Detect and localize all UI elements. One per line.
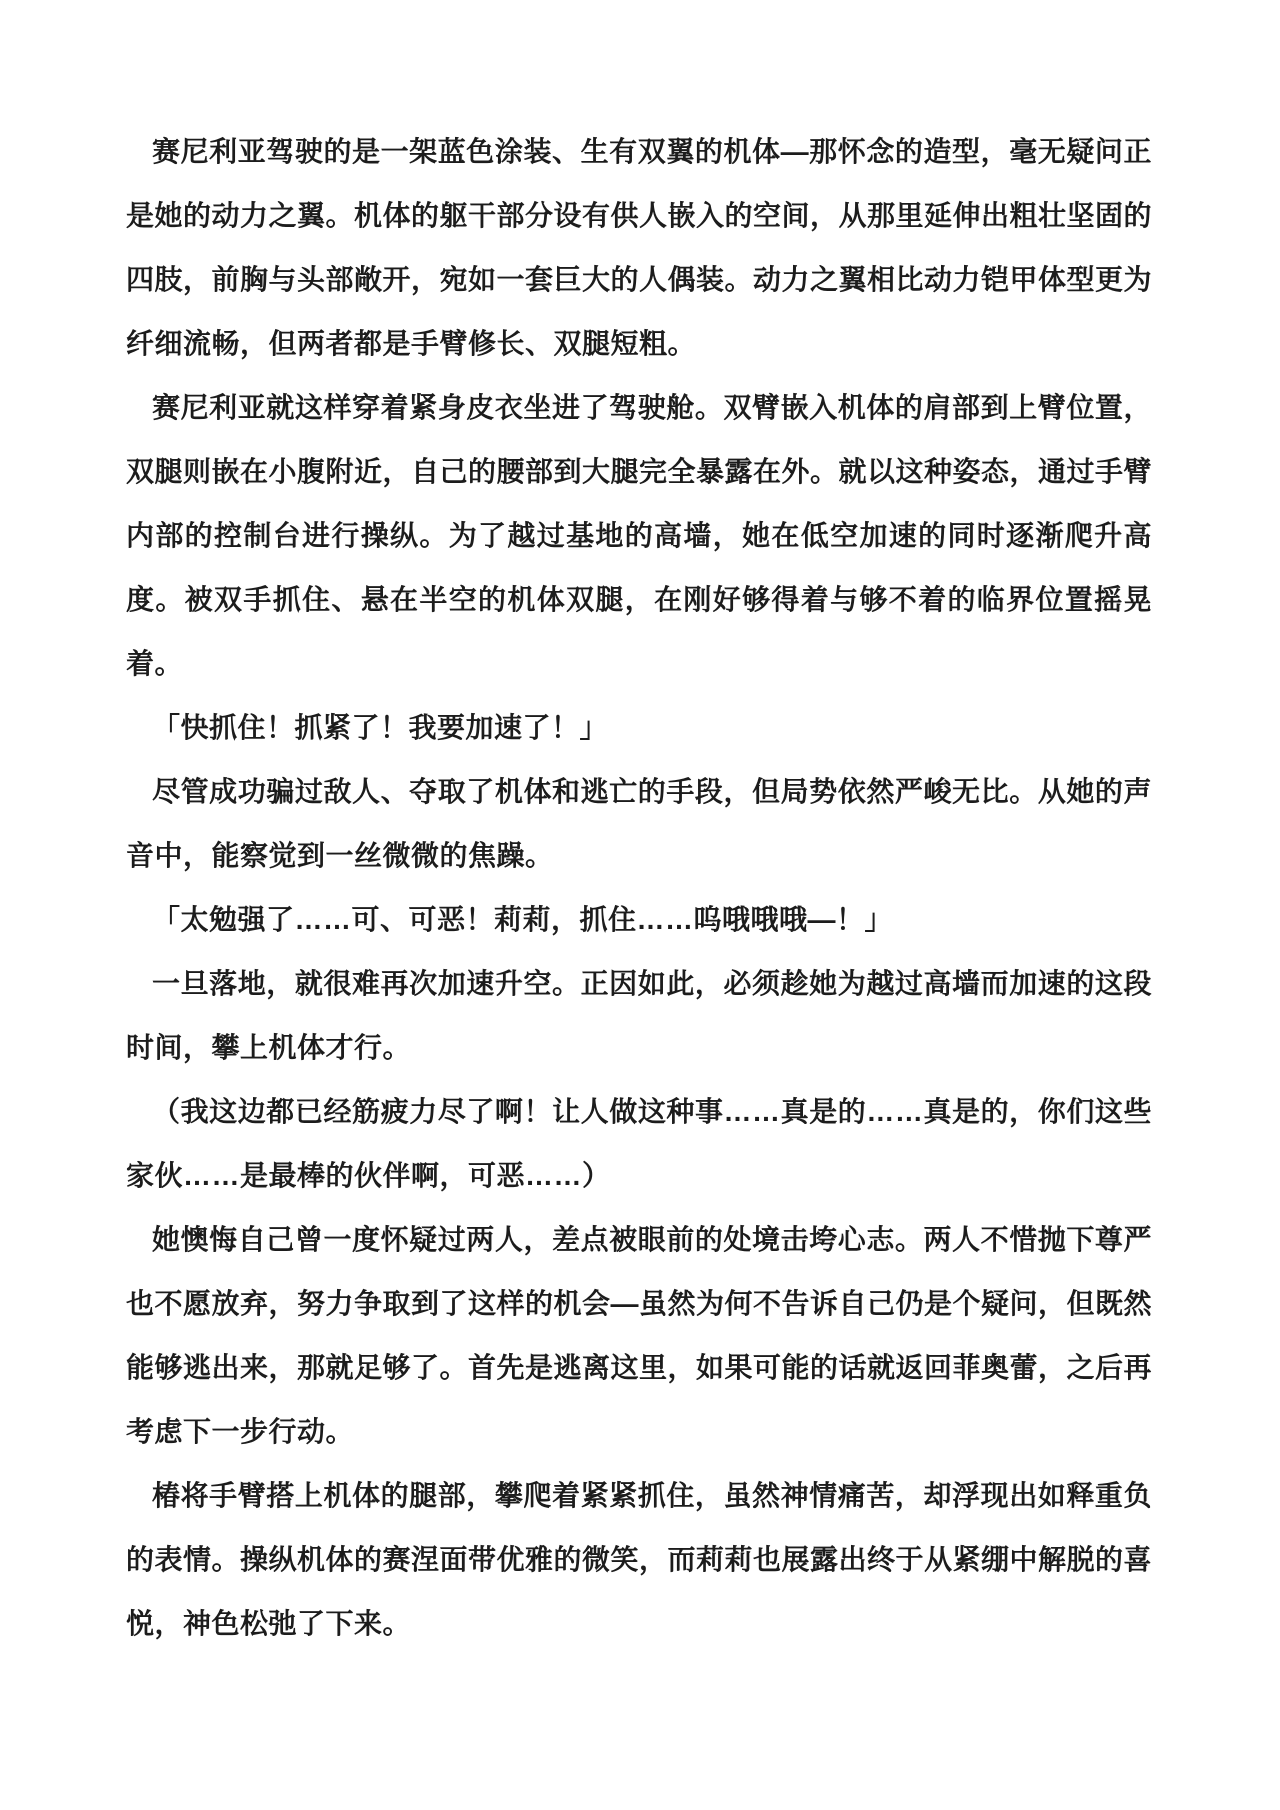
narrative-paragraph: 一旦落地，就很难再次加速升空。正因如此，必须趁她为越过高墙而加速的这段时间，攀上机体才行。 — [126, 968, 1152, 1063]
narrative-paragraph: 赛尼利亚就这样穿着紧身皮衣坐进了驾驶舱。双臂嵌入机体的肩部到上臂位置，双腿则嵌在小腹附近，自己的腰部到大腿完全暴露在外。就以这种姿态，通过手臂内部的控制台进行操纵。为了越过基地的高墙，她在低空加速的同时逐渐爬升高度。被双手抓住、悬在半空的机体双腿，在刚好够得着与够不着的临界位置摇晃着。 — [126, 392, 1153, 679]
narrative-paragraph: 她懊悔自己曾一度怀疑过两人，差点被眼前的处境击垮心志。两人不惜抛下尊严也不愿放弃，努力争取到了这样的机会—虽然为何不告诉自己仍是个疑问，但既然能够逃出来，那就足够了。首先是逃离这里，如果可能的话就返回菲奥蕾，之后再考虑下一步行动。 — [126, 1224, 1153, 1447]
text-body — [126, 120, 1152, 1656]
thought-paragraph: （我这边都已经筋疲力尽了啊！让人做这种事……真是的……真是的，你们这些家伙……是最棒的伙伴啊，可恶……） — [126, 1096, 1152, 1191]
dialogue-paragraph: 「快抓住！抓紧了！我要加速了！」 — [152, 712, 609, 743]
narrative-paragraph: 赛尼利亚驾驶的是一架蓝色涂装、生有双翼的机体—那怀念的造型，毫无疑问正是她的动力之翼。机体的躯干部分设有供人嵌入的空间，从那里延伸出粗壮坚固的四肢，前胸与头部敞开，宛如一套巨大的人偶装。动力之翼相比动力铠甲体型更为纤细流畅，但两者都是手臂修长、双腿短粗。 — [126, 136, 1153, 359]
narrative-paragraph: 尽管成功骗过敌人、夺取了机体和逃亡的手段，但局势依然严峻无比。从她的声音中，能察觉到一丝微微的焦躁。 — [126, 776, 1152, 871]
narrative-paragraph: 椿将手臂搭上机体的腿部，攀爬着紧紧抓住，虽然神情痛苦，却浮现出如释重负的表情。操纵机体的赛涅面带优雅的微笑，而莉莉也展露出终于从紧绷中解脱的喜悦，神色松弛了下来。 — [126, 1480, 1153, 1639]
dialogue-paragraph: 「太勉强了……可、可恶！莉莉，抓住……呜哦哦哦—！」 — [152, 904, 894, 935]
